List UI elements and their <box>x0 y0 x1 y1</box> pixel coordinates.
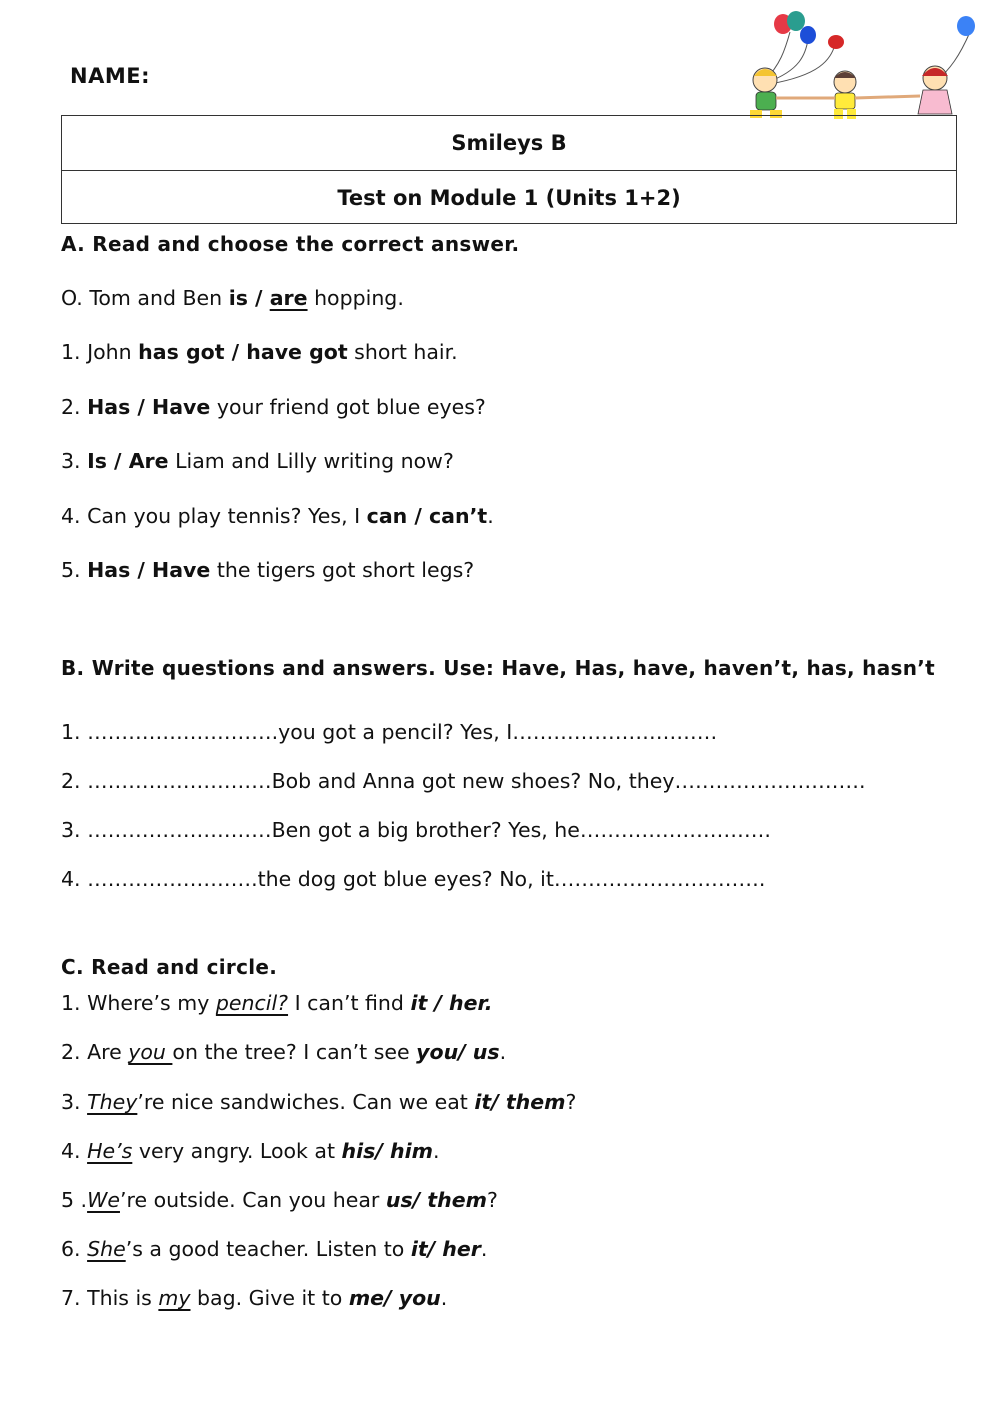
item-text: ? <box>565 1090 577 1114</box>
item-text: ? <box>486 1188 498 1212</box>
section-c-item <box>61 1286 447 1310</box>
item-text: very angry. Look at <box>132 1139 342 1163</box>
balloon-green-icon <box>787 11 805 31</box>
answer-option: has got <box>138 340 225 364</box>
answer-option: have got <box>246 340 348 364</box>
item-text: Liam and Lilly writing now? <box>168 449 454 473</box>
underlined-word: He’s <box>87 1139 133 1163</box>
circle-options: it / her. <box>410 991 493 1015</box>
child-right-icon <box>918 66 952 114</box>
item-text: 3. <box>61 1090 88 1114</box>
item-text: 4. Can you play tennis? Yes, I <box>61 504 367 528</box>
item-text: . <box>480 1237 488 1261</box>
circle-options: it/ them <box>474 1090 566 1114</box>
title-box <box>61 115 957 224</box>
item-text: 7. This is <box>61 1286 159 1310</box>
item-text: 5 . <box>61 1188 88 1212</box>
item-text: O. Tom and Ben <box>61 286 229 310</box>
section-a-item <box>61 449 454 473</box>
item-text: I can’t find <box>288 991 411 1015</box>
answer-option: Is <box>87 449 107 473</box>
section-c-item <box>61 1090 576 1114</box>
section-a-item <box>61 395 486 419</box>
circle-options: me/ you <box>348 1286 441 1310</box>
answer-option: can’t <box>429 504 488 528</box>
option-separator: / <box>224 340 247 364</box>
section-b-item: 4. …………………….the dog got blue eyes? No, it…………………………. <box>61 867 766 891</box>
item-text: 1. John <box>61 340 139 364</box>
item-text: . <box>487 504 494 528</box>
answer-option: Has <box>87 558 131 582</box>
section-a-heading: A. Read and choose the correct answer. <box>61 232 520 256</box>
section-a-item <box>61 286 404 310</box>
child-left-icon <box>750 68 782 118</box>
section-c-heading: C. Read and circle. <box>61 955 278 979</box>
name-label: NAME: <box>70 64 150 88</box>
section-c-item <box>61 991 493 1015</box>
item-text: . <box>499 1040 507 1064</box>
section-b-item: 2. ………………………Bob and Anna got new shoes? No, they………………………. <box>61 769 866 793</box>
item-text: 6. <box>61 1237 88 1261</box>
answer-option: is <box>228 286 248 310</box>
underlined-word: you <box>128 1040 173 1064</box>
item-text: . <box>432 1139 440 1163</box>
item-text: your friend got blue eyes? <box>210 395 486 419</box>
answer-option: Have <box>152 395 211 419</box>
underlined-word: pencil? <box>215 991 289 1015</box>
answer-option: are <box>269 286 308 310</box>
balloon-blue-right-icon <box>957 16 975 36</box>
item-text: 3. <box>61 449 88 473</box>
section-c-item <box>61 1237 487 1261</box>
answer-option: Have <box>152 558 211 582</box>
circle-options: you/ us <box>416 1040 500 1064</box>
item-text: short hair. <box>347 340 458 364</box>
item-text: 2. <box>61 395 88 419</box>
underlined-word: my <box>158 1286 191 1310</box>
item-text: 5. <box>61 558 88 582</box>
answer-option: can <box>366 504 408 528</box>
item-text: 2. Are <box>61 1040 129 1064</box>
section-a-item <box>61 340 458 364</box>
answer-option: Has <box>87 395 131 419</box>
section-a-item <box>61 504 494 528</box>
item-text: ’re outside. Can you hear <box>119 1188 386 1212</box>
worksheet-subtitle: Test on Module 1 (Units 1+2) <box>62 170 956 224</box>
item-text: the tigers got short legs? <box>210 558 475 582</box>
section-b-item: 3. ………………………Ben got a big brother? Yes, he………………………. <box>61 818 771 842</box>
section-c-item <box>61 1040 506 1064</box>
option-separator: / <box>407 504 430 528</box>
circle-options: us/ them <box>385 1188 487 1212</box>
item-text: 4. <box>61 1139 88 1163</box>
section-b-item: 1. ……………………….you got a pencil? Yes, I………………………… <box>61 720 718 744</box>
underlined-word: They <box>87 1090 138 1114</box>
option-separator: / <box>130 395 153 419</box>
section-c-item <box>61 1139 440 1163</box>
section-c-item <box>61 1188 498 1212</box>
circle-options: it/ her <box>410 1237 481 1261</box>
answer-option: Are <box>128 449 169 473</box>
underlined-word: She <box>87 1237 126 1261</box>
balloon-blue-icon <box>800 26 816 44</box>
item-text: ’re nice sandwiches. Can we eat <box>137 1090 475 1114</box>
worksheet-title: Smileys B <box>451 131 567 155</box>
item-text: . <box>440 1286 448 1310</box>
child-middle-icon <box>834 71 856 119</box>
item-text: ’s a good teacher. Listen to <box>125 1237 411 1261</box>
option-separator: / <box>106 449 129 473</box>
underlined-word: We <box>87 1188 120 1212</box>
circle-options: his/ him <box>341 1139 433 1163</box>
item-text: 1. Where’s my <box>61 991 216 1015</box>
option-separator: / <box>130 558 153 582</box>
option-separator: / <box>247 286 270 310</box>
item-text: bag. Give it to <box>190 1286 349 1310</box>
section-b-heading: B. Write questions and answers. Use: Have, Has, have, haven’t, has, hasn’t <box>61 656 936 680</box>
item-text: on the tree? I can’t see <box>172 1040 417 1064</box>
section-a-item <box>61 558 474 582</box>
item-text: hopping. <box>307 286 404 310</box>
balloon-red-small-icon <box>828 35 844 49</box>
children-with-balloons-icon <box>720 10 980 122</box>
